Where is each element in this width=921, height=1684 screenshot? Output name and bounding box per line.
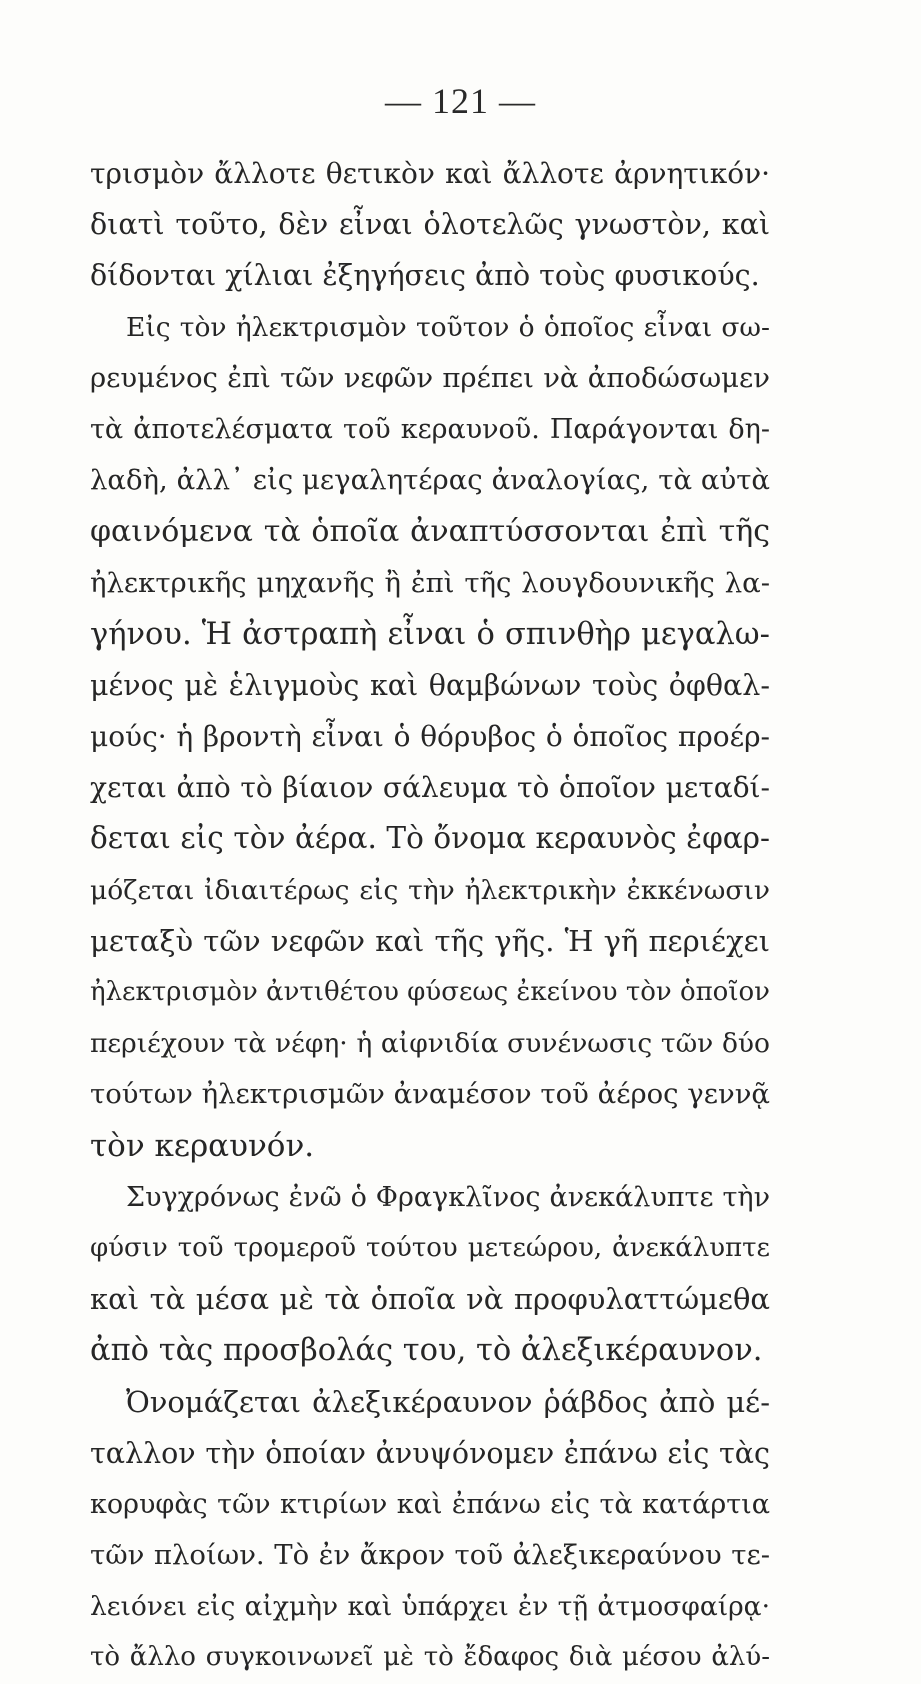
text-line: κορυφὰς τῶν κτιρίων καὶ ἐπάνω εἰς τὰ κατάρτια — [90, 1488, 770, 1520]
text-line: τῶν πλοίων. Τὸ ἐν ἄκρον τοῦ ἀλεξικεραύνου τε- — [90, 1539, 770, 1572]
text-line: γήνου. Ἡ ἀστραπὴ εἶναι ὁ σπινθὴρ μεγαλω- — [90, 616, 770, 652]
text-line: λειόνει εἰς αἰχμὴν καὶ ὑπάρχει ἐν τῇ ἀτμοσφαίρᾳ· — [90, 1591, 770, 1623]
text-line: τὸν κεραυνόν. — [90, 1127, 315, 1164]
text-line: χεται ἀπὸ τὸ βίαιον σάλευμα τὸ ὁποῖον μεταδί- — [90, 771, 770, 805]
text-line: Ὀνομάζεται ἀλεξικέραυνον ῥάβδος ἀπὸ μέ- — [126, 1384, 770, 1419]
text-line: μούς· ἡ βροντὴ εἶναι ὁ θόρυβος ὁ ὁποῖος προέρ- — [90, 720, 770, 754]
text-line: τὰ ἀποτελέσματα τοῦ κεραυνοῦ. Παράγονται δη- — [90, 413, 770, 445]
text-line: περιέχουν τὰ νέφη· ἡ αἰφνιδία συνένωσις τῶν δύο — [90, 1028, 770, 1060]
page-number: — 121 — — [385, 81, 536, 121]
text-line: ρευμένος ἐπὶ τῶν νεφῶν πρέπει νὰ ἀποδώσωμεν — [90, 361, 770, 394]
text-line: τούτων ἠλεκτρισμῶν ἀναμέσον τοῦ ἀέρος γεννᾷ — [90, 1078, 770, 1111]
text-line: μόζεται ἰδιαιτέρως εἰς τὴν ἠλεκτρικὴν ἐκκένωσιν — [90, 874, 770, 906]
text-line: διατὶ τοῦτο, δὲν εἶναι ὁλοτελῶς γνωστὸν, καὶ — [90, 208, 770, 242]
text-line: ἀπὸ τὰς προσβολάς του, τὸ ἀλεξικέραυνον. — [90, 1333, 763, 1369]
text-line: μεταξὺ τῶν νεφῶν καὶ τῆς γῆς. Ἡ γῆ περιέχει — [90, 923, 770, 958]
text-line: φύσιν τοῦ τρομεροῦ τούτου μετεώρου, ἀνεκάλυπτε — [90, 1232, 770, 1263]
text-line: τὸ ἄλλο συγκοινωνεῖ μὲ τὸ ἔδαφος διὰ μέσου ἀλύ- — [90, 1642, 770, 1673]
text-line: φαινόμενα τὰ ὁποῖα ἀναπτύσσονται ἐπὶ τῆς — [90, 514, 770, 550]
text-line: ἠλεκτρικῆς μηχανῆς ἢ ἐπὶ τῆς λουγδουνικῆς λα- — [90, 566, 770, 599]
text-line: λαδὴ, ἀλλ᾽ εἰς μεγαλητέρας ἀναλογίας, τὰ αὐτὰ — [90, 464, 770, 497]
text-line: δίδονται χίλιαι ἐξηγήσεις ἀπὸ τοὺς φυσικούς. — [90, 259, 760, 293]
text-line: ἠλεκτρισμὸν ἀντιθέτου φύσεως ἐκείνου τὸν ὁποῖον — [90, 977, 770, 1007]
body-text — [90, 148, 770, 1684]
text-line: Συγχρόνως ἐνῶ ὁ Φραγκλῖνος ἀνεκάλυπτε τὴν — [126, 1181, 770, 1213]
text-line: καὶ τὰ μέσα μὲ τὰ ὁποῖα νὰ προφυλαττώμεθα — [90, 1282, 770, 1317]
text-line: μένος μὲ ἑλιγμοὺς καὶ θαμβώνων τοὺς ὀφθαλ- — [90, 668, 770, 702]
text-line: ταλλον τὴν ὁποίαν ἀνυψόνομεν ἐπάνω εἰς τὰς — [90, 1436, 770, 1470]
text-line: τρισμὸν ἄλλοτε θετικὸν καὶ ἄλλοτε ἀρνητικόν· — [90, 157, 770, 190]
text-line: Εἰς τὸν ἠλεκτρισμὸν τοῦτον ὁ ὁποῖος εἶναι σω- — [126, 311, 770, 343]
text-line: δεται εἰς τὸν ἀέρα. Τὸ ὄνομα κεραυνὸς ἐφαρ- — [90, 821, 770, 856]
